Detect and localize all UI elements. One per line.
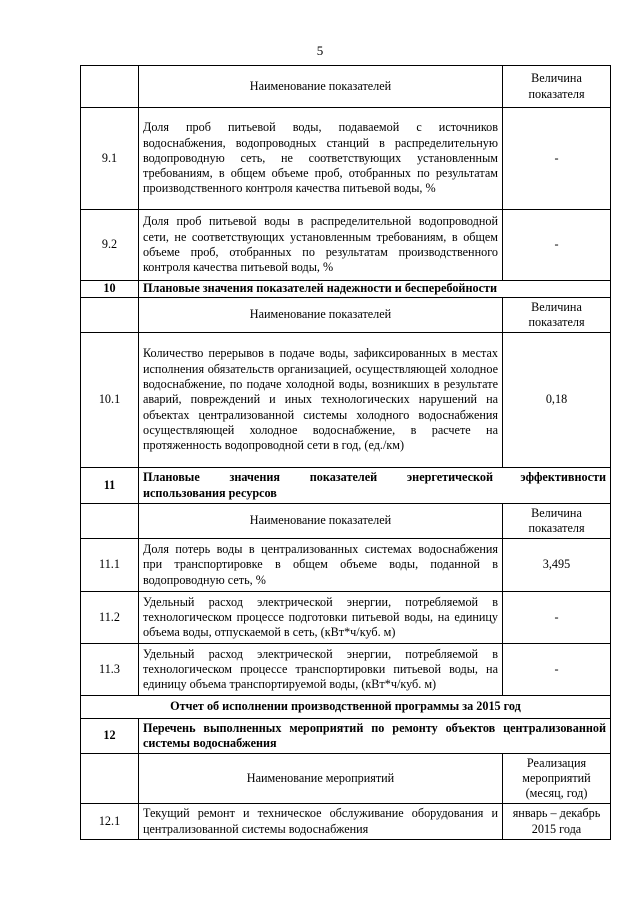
row-value: -: [503, 210, 611, 281]
table-row: [81, 210, 611, 281]
table-row: [81, 644, 611, 696]
row-value: 3,495: [503, 539, 611, 592]
indicators-table: [80, 65, 611, 840]
row-number: 9.1: [81, 108, 139, 210]
report-title: Отчет об исполнении производственной программы за 2015 год: [81, 696, 611, 719]
row-value: 0,18: [503, 333, 611, 468]
row-value: -: [503, 644, 611, 696]
row-description: Доля проб питьевой воды, подаваемой с источников водоснабжения, водопроводных станций в распределительную водопроводную сеть, не соответствующих установленным требованиям, в общем объеме проб, отобранных по результатам производственного контроля качества питьевой воды, %: [139, 108, 503, 210]
table-header-row: [81, 298, 611, 333]
row-value: -: [503, 108, 611, 210]
section-title: Плановые значения показателей надежности и бесперебойности: [139, 281, 611, 298]
header-value-cell: Величина показателя: [503, 504, 611, 539]
section-row: [81, 719, 611, 754]
report-title-row: [81, 696, 611, 719]
table-row: [81, 108, 611, 210]
section-number: 12: [81, 719, 139, 754]
header-name-cell: Наименование мероприятий: [139, 754, 503, 804]
section-title: [139, 468, 611, 504]
header-num-cell: [81, 66, 139, 108]
row-value: январь – декабрь 2015 года: [503, 804, 611, 840]
header-value-cell: Величина показателя: [503, 66, 611, 108]
table-row: [81, 539, 611, 592]
row-value: -: [503, 592, 611, 644]
header-value-cell: Величина показателя: [503, 298, 611, 333]
header-name-cell: Наименование показателей: [139, 504, 503, 539]
section-row: [81, 281, 611, 298]
row-number: 11.3: [81, 644, 139, 696]
row-number: 11.2: [81, 592, 139, 644]
table-row: [81, 592, 611, 644]
header-name-cell: Наименование показателей: [139, 66, 503, 108]
section-title: Перечень выполненных мероприятий по ремонту объектов централизованной системы водоснабжения: [139, 719, 611, 754]
header-num-cell: [81, 504, 139, 539]
table-header-row: [81, 504, 611, 539]
table-header-row: [81, 66, 611, 108]
section-title-line2: использования ресурсов: [143, 485, 277, 500]
row-number: 10.1: [81, 333, 139, 468]
section-number: 10: [81, 281, 139, 298]
header-value-cell: Реализация мероприятий (месяц, год): [503, 754, 611, 804]
row-description: Доля проб питьевой воды в распределительной водопроводной сети, не соответствующих установленным требованиям, в общем объеме проб, отобранных по результатам производственного контроля качества питьевой воды, %: [139, 210, 503, 281]
table-row: [81, 804, 611, 840]
row-description: Количество перерывов в подаче воды, зафиксированных в местах исполнения обязательств организацией, осуществляющей холодное водоснабжение, по подаче холодной воды, возникших в результате аварий, повреждений и иных технологических нарушений на объектах централизованной системы холодного водоснабжения осуществляющей холодное водоснабжение, в расчете на протяженность водопроводной сети в год, (ед./км): [139, 333, 503, 468]
section-title-left: Плановые значения показателей энергетической: [143, 470, 493, 485]
row-number: 12.1: [81, 804, 139, 840]
table-header-row: [81, 754, 611, 804]
row-number: 9.2: [81, 210, 139, 281]
row-description: Удельный расход электрической энергии, потребляемой в технологическом процессе транспортировки питьевой воды, на единицу объема транспортируемой воды, (кВт*ч/куб. м): [139, 644, 503, 696]
header-name-cell: Наименование показателей: [139, 298, 503, 333]
header-num-cell: [81, 754, 139, 804]
row-description: Текущий ремонт и техническое обслуживание оборудования и централизованной системы водоснабжения: [139, 804, 503, 840]
row-description: Доля потерь воды в централизованных системах водоснабжения при транспортировке в общем объеме воды, поданной в водопроводную сеть, %: [139, 539, 503, 592]
section-row: [81, 468, 611, 504]
section-title-right: эффективности: [520, 470, 606, 485]
row-number: 11.1: [81, 539, 139, 592]
section-number: 11: [81, 468, 139, 504]
table-row: [81, 333, 611, 468]
header-num-cell: [81, 298, 139, 333]
row-description: Удельный расход электрической энергии, потребляемой в технологическом процессе подготовки питьевой воды, на единицу объема воды, отпускаемой в сеть, (кВт*ч/куб. м): [139, 592, 503, 644]
page-number: 5: [316, 43, 324, 58]
